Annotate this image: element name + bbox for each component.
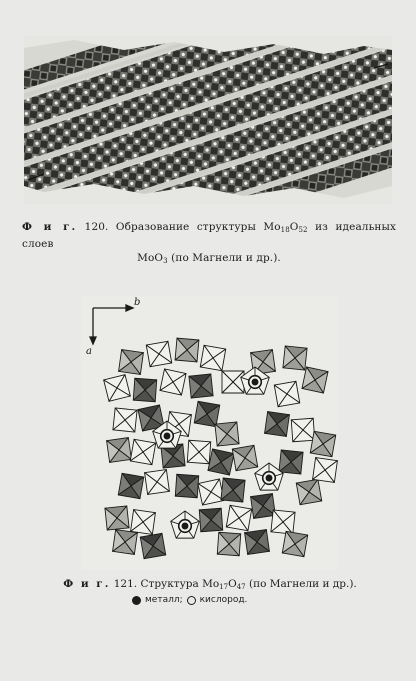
figure-121-image (81, 296, 338, 570)
octahedron (217, 532, 240, 555)
octahedron (113, 408, 137, 432)
octahedron (279, 450, 303, 474)
octahedron (140, 533, 165, 558)
caption-text: из идеальных слоев (22, 221, 396, 250)
octahedron (222, 371, 244, 393)
octahedron (215, 422, 239, 446)
caption-text: O (228, 578, 237, 590)
metal-atom (252, 379, 258, 385)
octahedron (200, 345, 225, 370)
caption-text: O (289, 221, 299, 233)
figure-121-caption (40, 577, 380, 594)
figure-number: 120. (84, 221, 109, 233)
octahedron (251, 494, 276, 519)
figure-label: Ф и г. (22, 221, 78, 233)
octahedron (113, 530, 138, 555)
octahedron (271, 510, 295, 534)
metal-atom (164, 433, 170, 439)
octahedron (291, 418, 314, 441)
octahedron (208, 449, 234, 475)
figure-number: 121. (113, 578, 138, 590)
octahedron (175, 474, 198, 497)
legend (132, 594, 312, 606)
octahedron (107, 438, 132, 463)
axis-a-label: a (86, 346, 92, 357)
octahedron (118, 473, 143, 498)
figure-120-caption (22, 220, 396, 268)
octahedron (313, 458, 338, 483)
caption-subscript: 3 (163, 257, 168, 265)
octahedron (274, 381, 299, 406)
octahedron (194, 401, 219, 426)
legend-oxygen-label: кислород. (199, 595, 248, 605)
octahedron (105, 506, 129, 530)
oxygen-circle-icon (187, 596, 196, 605)
octahedron (175, 338, 199, 362)
figure-120-image (24, 36, 392, 204)
figure-label: Ф и г. (63, 578, 111, 590)
caption-subscript: 17 (219, 583, 229, 591)
mo18o52-structure-photo (24, 36, 392, 204)
octahedron (160, 369, 186, 395)
caption-text: (по Магнели и др.). (171, 252, 281, 264)
octahedron (131, 510, 156, 535)
caption-text: MoO (137, 252, 164, 264)
metal-atom (182, 523, 188, 529)
metal-atom (266, 475, 272, 481)
octahedron (226, 505, 251, 530)
caption-subscript: 47 (236, 583, 246, 591)
octahedron (119, 350, 144, 375)
axis-b-label: b (134, 297, 141, 308)
octahedron (282, 531, 307, 556)
octahedron (296, 479, 321, 504)
octahedron (133, 378, 156, 401)
octahedron (265, 412, 290, 437)
octahedron (104, 375, 131, 402)
octahedron (189, 374, 213, 398)
metal-dot-icon (132, 596, 141, 605)
octahedron (145, 470, 170, 495)
octahedron (198, 479, 224, 505)
octahedron (232, 445, 257, 470)
octahedron (302, 367, 328, 393)
octahedron (130, 439, 155, 464)
octahedron (221, 478, 245, 502)
caption-text: Образование структуры Mo (115, 221, 281, 233)
octahedron (146, 341, 171, 366)
caption-subscript: 18 (280, 226, 290, 234)
caption-subscript: 52 (298, 226, 308, 234)
octahedron (310, 431, 335, 456)
octahedron (199, 508, 222, 531)
legend-metal-label: металл; (145, 595, 183, 605)
mo17o47-structure-diagram (81, 296, 338, 570)
octahedron (187, 440, 210, 463)
caption-text: (по Магнели и др.). (248, 578, 357, 590)
caption-text: Структура Mo (140, 578, 220, 590)
octahedron (283, 346, 307, 370)
octahedron (245, 530, 270, 555)
